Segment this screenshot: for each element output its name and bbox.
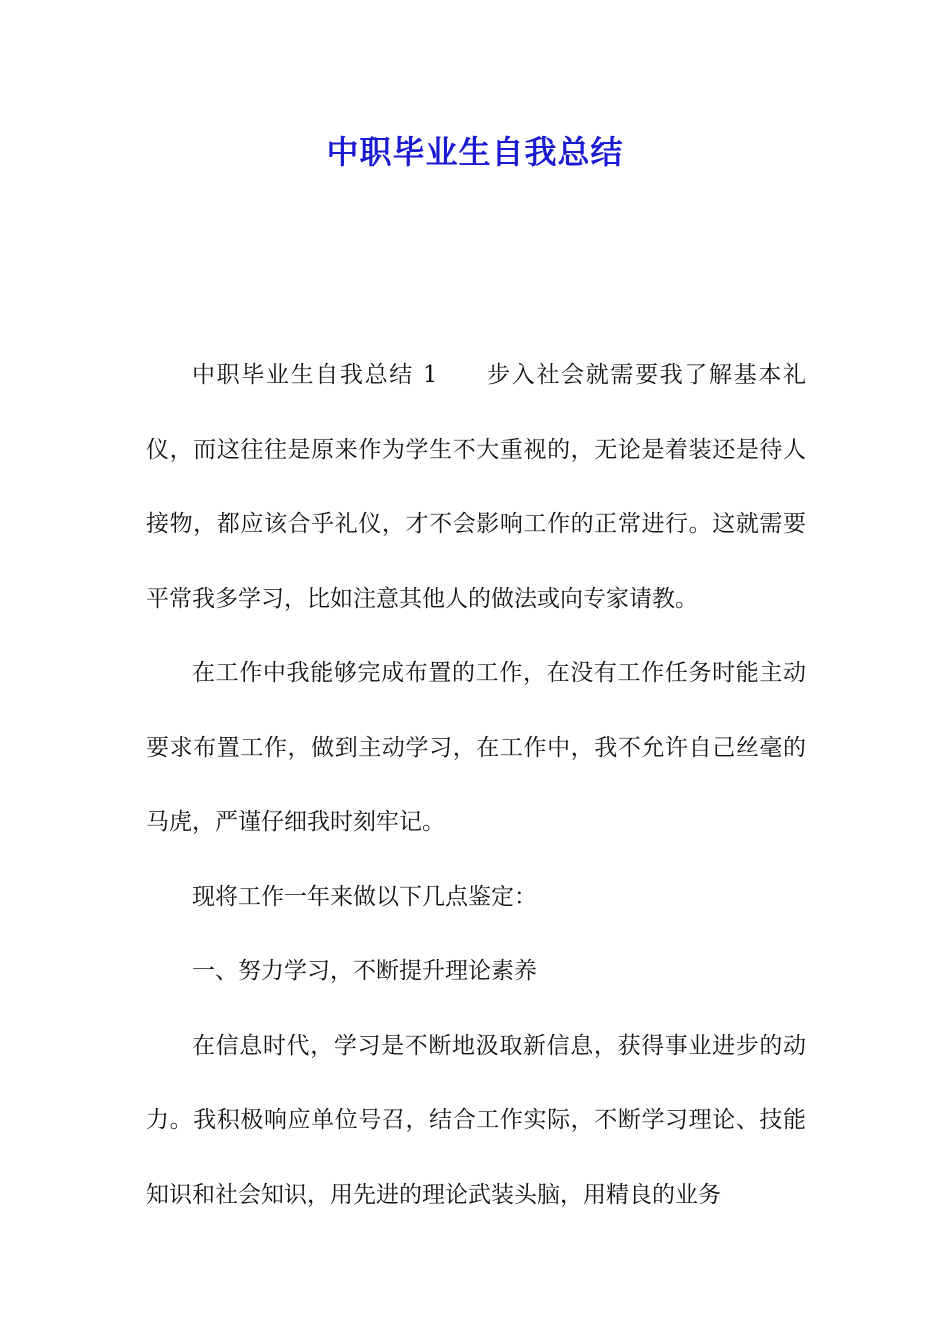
section-heading-1: 一、努力学习，不断提升理论素养 (192, 958, 537, 984)
paragraph-1 (146, 338, 806, 636)
paragraph-1-text: 步入社会就需要我了解基本礼仪，而这往往是原来作为学生不大重视的，无论是着装还是待人接物，都应该合乎礼仪，才不会影响工作的正常进行。这就需要平常我多学习，比如注意其他人的做法或向专家请教。 (146, 362, 807, 612)
paragraph-2: 在工作中我能够完成布置的工作，在没有工作任务时能主动要求布置工作，做到主动学习，在工作中，我不允许自己丝毫的马虎，严谨仔细我时刻牢记。 (146, 660, 806, 835)
paragraph-4: 在信息时代，学习是不断地汲取新信息，获得事业进步的动力。我积极响应单位号召，结合工作实际，不断学习理论、技能知识和社会知识，用先进的理论武装头脑，用精良的业务 (146, 1032, 806, 1208)
document-body (146, 338, 806, 1232)
paragraph-3: 现将工作一年来做以下几点鉴定： (192, 883, 537, 910)
inline-heading: 中职毕业生自我总结 1 (192, 362, 438, 388)
document-title: 中职毕业生自我总结 (326, 133, 624, 171)
